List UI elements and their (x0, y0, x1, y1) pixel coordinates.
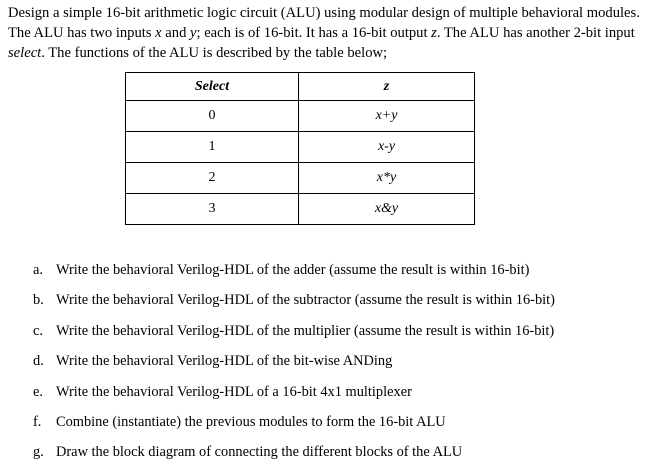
question-text: Write the behavioral Verilog-HDL of the subtractor (assume the result is within 16-bit) (56, 292, 555, 309)
question-label: a. (33, 262, 43, 278)
list-item (33, 289, 653, 319)
list-item (33, 411, 653, 441)
question-text: Draw the block diagram of connecting the different blocks of the ALU (56, 444, 463, 461)
intro-text-2: ; each is of 16-bit. It has a 16-bit output (196, 25, 432, 41)
list-item (33, 381, 653, 411)
table-row (126, 194, 475, 225)
intro-text-3: . The ALU has another 2-bit input (436, 25, 635, 41)
table-row (126, 163, 475, 194)
question-label: g. (33, 444, 44, 461)
question-text: Write the behavioral Verilog-HDL of the bit-wise ANDing (56, 353, 393, 370)
table-row (126, 101, 475, 132)
cell-select: 2 (126, 163, 299, 194)
question-label: d. (33, 353, 44, 370)
intro-paragraph (8, 3, 650, 63)
cell-z: x*y (299, 163, 475, 194)
question-text: Write the behavioral Verilog-HDL of the adder (assume the result is within 16-bit) (56, 262, 530, 278)
cell-z: x-y (299, 132, 475, 163)
header-select: Select (126, 73, 299, 101)
list-item (33, 259, 653, 289)
question-list (33, 259, 653, 472)
cell-z: x&y (299, 194, 475, 225)
question-text: Write the behavioral Verilog-HDL of a 16-bit 4x1 multiplexer (56, 383, 412, 400)
intro-text-4: . The functions of the ALU is described by the table below; (41, 45, 388, 61)
cell-z: x+y (299, 101, 475, 132)
var-y: y (190, 25, 197, 41)
question-label: e. (33, 383, 43, 400)
var-z: z (431, 25, 437, 41)
list-item (33, 441, 653, 471)
list-item (33, 320, 653, 350)
question-label: f. (33, 413, 42, 430)
question-text: Combine (instantiate) the previous modules to form the 16-bit ALU (56, 413, 446, 430)
question-text: Write the behavioral Verilog-HDL of the multiplier (assume the result is within 16-bit) (56, 322, 555, 339)
question-label: b. (33, 292, 44, 309)
cell-select: 3 (126, 194, 299, 225)
list-item (33, 350, 653, 380)
var-x: x (155, 25, 162, 41)
question-label: c. (33, 322, 43, 339)
var-select: select (8, 45, 42, 61)
header-z: z (299, 73, 475, 101)
table-header-row (126, 73, 475, 101)
table-row (126, 132, 475, 163)
alu-function-table (125, 72, 475, 225)
cell-select: 1 (126, 132, 299, 163)
intro-and: and (161, 25, 191, 41)
cell-select: 0 (126, 101, 299, 132)
intro-text-1: Design a simple 16-bit arithmetic logic circuit (ALU) using modular design of multiple behavioral modules. The ALU has two inputs (8, 5, 640, 41)
